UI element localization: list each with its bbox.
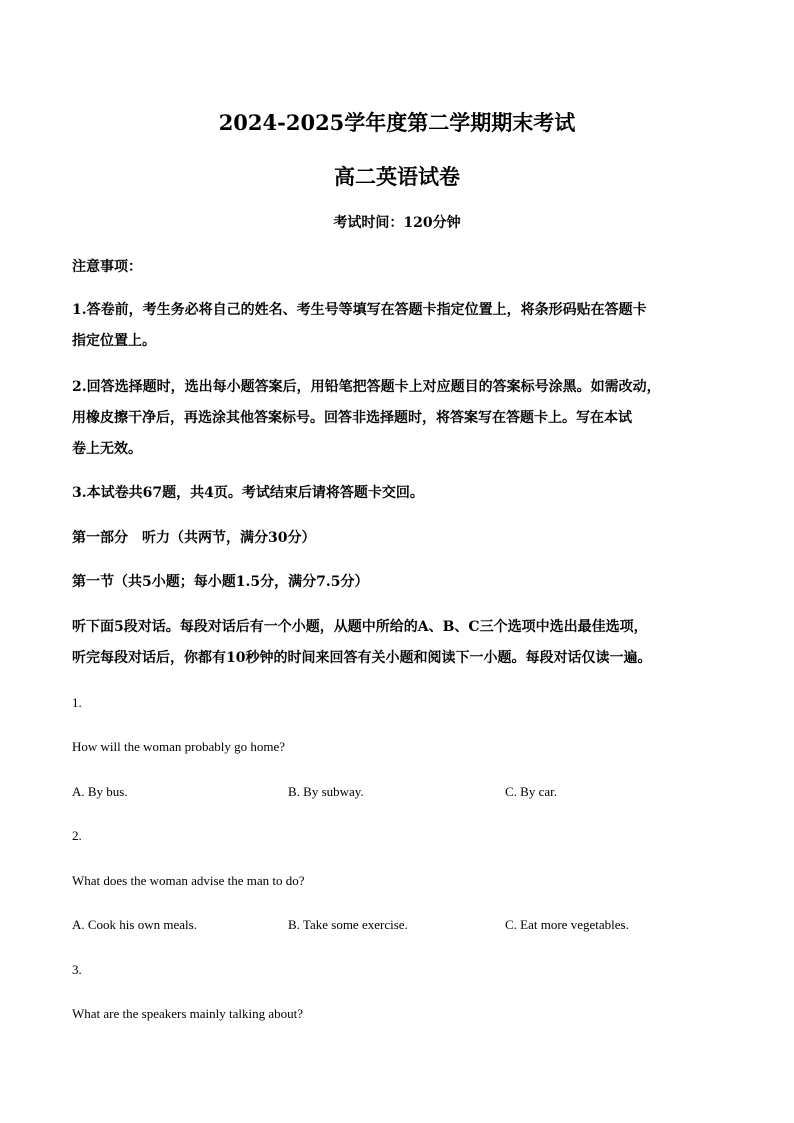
part1-heading: 第一部分 听力（共两节，满分30分） <box>72 530 316 546</box>
section1-heading: 第一节（共5小题；每小题1.5分，满分7.5分） <box>72 574 369 590</box>
question-2-text: What does the woman advise the man to do? <box>72 873 305 888</box>
subject-title: 高二英语试卷 <box>334 164 460 189</box>
exam-duration: 考试时间：120分钟 <box>333 215 461 231</box>
question-1-number: 1. <box>72 695 82 710</box>
question-2-option-b: B. Take some exercise. <box>288 917 408 932</box>
listening-instructions <box>72 612 724 674</box>
question-2-number: 2. <box>72 828 82 843</box>
question-2-option-a: A. Cook his own meals. <box>72 917 197 932</box>
note-item-2-line-1: 2.回答选择题时，选出每小题答案后，用铅笔把答题卡上对应题目的答案标号涂黑。如需改动， <box>72 379 661 395</box>
question-1-option-c: C. By car. <box>505 784 557 799</box>
note-item-1 <box>72 295 724 357</box>
question-1-option-a: A. By bus. <box>72 784 128 799</box>
question-1-option-b: B. By subway. <box>288 784 364 799</box>
note-item-1-line-1: 1.答卷前，考生务必将自己的姓名、考生号等填写在答题卡指定位置上，将条形码贴在答题卡 <box>72 302 647 318</box>
instructions-line-1: 听下面5段对话。每段对话后有一个小题，从题中所给的A、B、C三个选项中选出最佳选项， <box>72 619 648 635</box>
note-item-2-line-3: 卷上无效。 <box>72 441 142 457</box>
question-3-number: 3. <box>72 962 82 977</box>
instructions-line-2: 听完每段对话后，你都有10秒钟的时间来回答有关小题和阅读下一小题。每段对话仅读一遍。 <box>72 650 652 666</box>
question-1-text: How will the woman probably go home? <box>72 739 286 754</box>
note-item-3: 3.本试卷共67题，共4页。考试结束后请将答题卡交回。 <box>72 485 424 501</box>
note-item-2 <box>72 372 724 465</box>
notes-heading: 注意事项： <box>72 259 142 275</box>
note-item-1-line-2: 指定位置上。 <box>72 333 156 349</box>
question-2-option-c: C. Eat more vegetables. <box>505 917 629 932</box>
question-3-text: What are the speakers mainly talking about? <box>72 1006 304 1021</box>
note-item-2-line-2: 用橡皮擦干净后，再选涂其他答案标号。回答非选择题时，将答案写在答题卡上。写在本试 <box>72 410 632 426</box>
exam-title: 2024-2025学年度第二学期期末考试 <box>218 110 576 135</box>
